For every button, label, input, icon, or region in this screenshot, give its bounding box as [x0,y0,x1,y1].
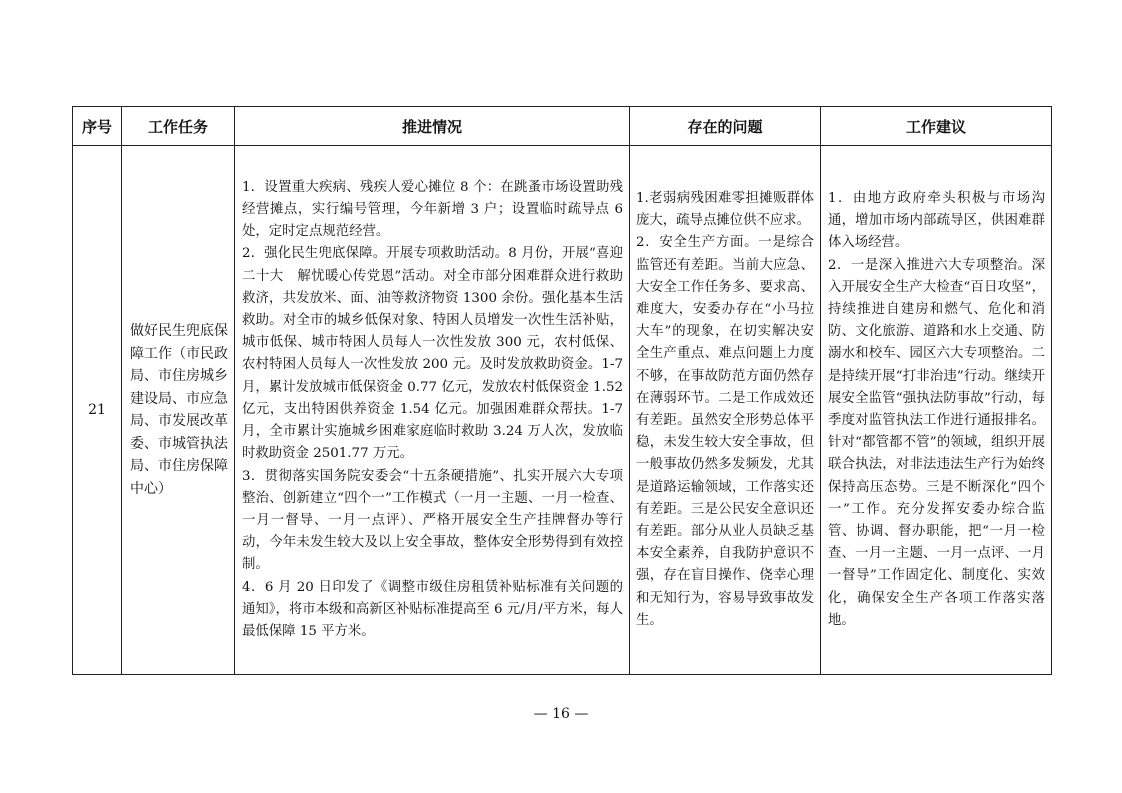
row-advice-cell [821,146,1052,675]
header-work-task: 工作任务 [122,107,235,146]
table-row [73,146,1052,675]
issue-item-2: 2．安全生产方面。一是综合监管还有差距。当前大应急、大安全工作任务多、要求高、难度大，安委办存在“小马拉大车”的现象，在切实解决安全生产重点、难点问题上力度不够，在事故防范方面仍然存在薄弱环节。二是工作成效还有差距。虽然安全形势总体平稳，未发生较大安全事故，但一般事故仍然多发频发，尤其是道路运输领域，工作落实还有差距。三是公民安全意识还有差距。部分从业人员缺乏基本安全素养，自我防护意识不强，存在盲目操作、侥幸心理和无知行为，容易导致事故发生。 [636,235,814,628]
header-existing-issues: 存在的问题 [630,107,821,146]
row-issues-cell [630,146,821,675]
work-progress-table [72,106,1052,675]
progress-item-4: 4．6 月 20 日印发了《调整市级住房租赁补贴标准有关问题的通知》，将市本级和高新区补贴标准提高至 6 元/月/平方米，每人最低保障 15 平方米。 [242,579,623,639]
header-work-advice: 工作建议 [821,107,1052,146]
advice-item-2: 2．一是深入推进六大专项整治。深入开展安全生产大检查“百日攻坚”，持续推进自建房和燃气、危化和消防、文化旅游、道路和水上交通、防溺水和校车、园区六大专项整治。二是持续开展“打非治违”行动。继续开展安全监管“强执法防事故”行动，每季度对监管执法工作进行通报排名。针对“都管都不管”的领域，组织开展联合执法，对非法违法生产行为始终保持高压态势。三是不断深化“四个一”工作。充分发挥安委办综合监管、协调、督办职能，把“一月一检查、一月一主题、一月一点评、一月一督导”工作固定化、制度化、实效化，确保安全生产各项工作落实落地。 [828,257,1045,628]
row-serial-number: 21 [73,146,122,675]
row-progress-cell [235,146,630,675]
header-serial-number: 序号 [73,107,122,146]
issue-item-1: 1.老弱病残困难零担摊贩群体庞大，疏导点摊位供不应求。 [636,190,814,229]
progress-item-3: 3．贯彻落实国务院安委会“十五条硬措施”、扎实开展六大专项整治、创新建立“四个一”工作模式（一月一主题、一月一检查、一月一督导、一月一点评）、严格开展安全生产挂牌督办等行动，今年未发生较大及以上安全事故，整体安全形势得到有效控制。 [242,468,623,573]
table-header-row [73,107,1052,146]
advice-item-1: 1．由地方政府牵头积极与市场沟通，增加市场内部疏导区，供困难群体入场经营。 [828,190,1045,251]
progress-item-2: 2．强化民生兜底保障。开展专项救助活动。8 月份，开展“喜迎二十大 解忧暖心传党恩”活动。对全市部分困难群众进行救助救济，共发放米、面、油等救济物资 1300 余份。强化基本生活救助。对全市的城乡低保对象、特困人员增发一次性生活补贴，城市低保、城市特困人员每人一次性发放 300 元，农村低保、农村特困人员每人一次性发放 200 元。及时发放救助资金。1-7 月，累计发放城市低保资金 0.77 亿元，发放农村低保资金 1.52 亿元，支出特困供养资金 1.54 亿元。加强困难群众帮扶。1-7 月，全市累计实施城乡困难家庭临时救助 3.24 万人次，发放临时救助资金 2501.77 万元。 [242,246,623,462]
progress-item-1: 1．设置重大疾病、残疾人爱心摊位 8 个：在跳蚤市场设置助残经营摊点，实行编号管理，今年新增 3 户；设置临时疏导点 6 处，定时定点规范经营。 [242,179,623,240]
row-work-task: 做好民生兜底保障工作（市民政局、市住房城乡建设局、市应急局、市发展改革委、市城管执法局、市住房保障中心） [122,146,235,675]
page-number: — 16 — [533,706,589,722]
header-progress: 推进情况 [235,107,630,146]
